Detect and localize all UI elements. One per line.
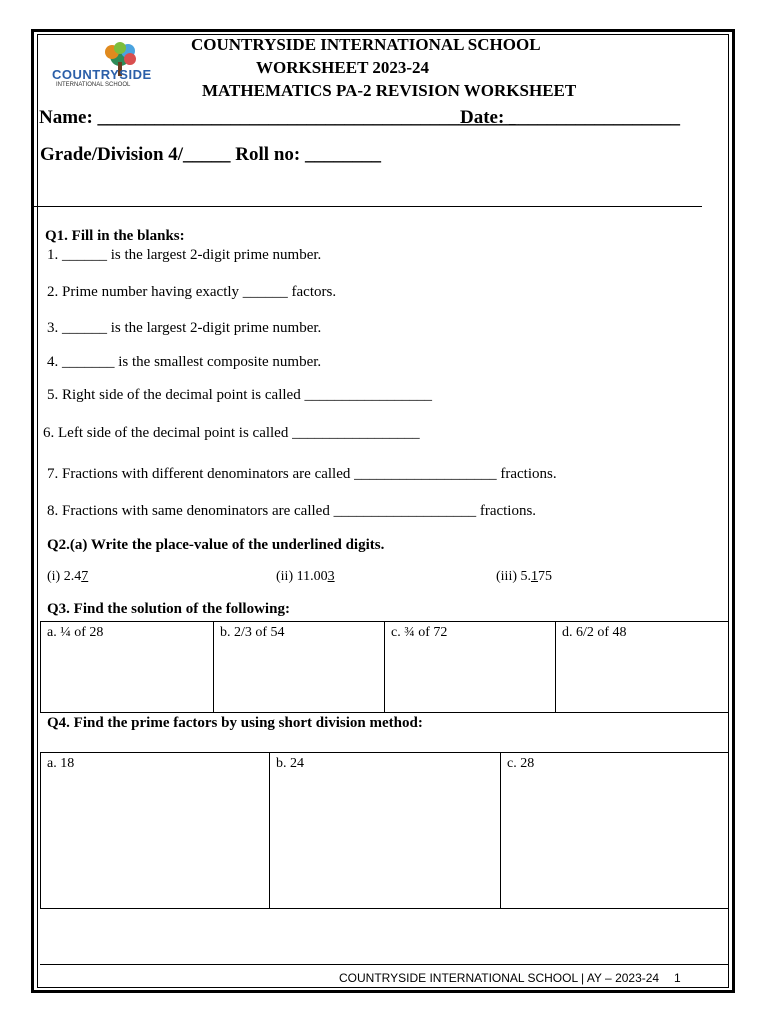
q3-cell-a: a. ¼ of 28 xyxy=(41,622,214,713)
q4-answer-table xyxy=(40,752,729,909)
footer-text: COUNTRYSIDE INTERNATIONAL SCHOOL | AY – 2023-24 xyxy=(339,971,660,985)
footer-divider xyxy=(40,964,729,965)
q4-cell-a: a. 18 xyxy=(41,753,270,909)
q3-answer-table xyxy=(40,621,729,713)
q1-item: 8. Fractions with same denominators are called ___________________ fractions. xyxy=(47,503,537,519)
q4-title: Q4. Find the prime factors by using short division method: xyxy=(47,715,423,731)
q2-number: (iii) 5. xyxy=(496,569,531,584)
q1-item: 6. Left side of the decimal point is called _________________ xyxy=(43,425,420,441)
q1-item: 5. Right side of the decimal point is called _________________ xyxy=(47,387,432,403)
q1-item: 7. Fractions with different denominators are called ___________________ fractions. xyxy=(47,466,557,482)
grade-roll-field: Grade/Division 4/_____ Roll no: ________ xyxy=(40,144,381,165)
q2-number: (i) 2.4 xyxy=(47,569,82,584)
q1-title: Q1. Fill in the blanks: xyxy=(45,228,185,244)
date-field: Date: __________________ xyxy=(460,107,681,128)
q2-title: Q2.(a) Write the place-value of the underlined digits. xyxy=(47,537,385,553)
q2-item-ii xyxy=(276,569,335,585)
q3-cell-d: d. 6/2 of 48 xyxy=(556,622,729,713)
q4-cell-c: c. 28 xyxy=(501,753,729,909)
logo-wordmark: COUNTRYSIDE xyxy=(52,67,152,82)
page-number: 1 xyxy=(674,971,681,985)
q2-number-rest: 75 xyxy=(538,569,552,584)
q3-cell-c: c. ¾ of 72 xyxy=(385,622,556,713)
underlined-digit: 1 xyxy=(531,569,538,584)
q2-number: (ii) 11.00 xyxy=(276,569,328,584)
q3-cell-b: b. 2/3 of 54 xyxy=(214,622,385,713)
logo-subtitle: INTERNATIONAL SCHOOL xyxy=(56,82,131,88)
subject-title: MATHEMATICS PA-2 REVISION WORKSHEET xyxy=(202,81,577,100)
school-logo xyxy=(50,42,160,94)
q1-item: 1. ______ is the largest 2-digit prime number. xyxy=(47,247,322,263)
underlined-digit: 3 xyxy=(327,569,335,584)
q3-title: Q3. Find the solution of the following: xyxy=(47,601,290,617)
header-divider xyxy=(31,206,702,207)
q2-item-iii xyxy=(496,569,552,585)
name-field: Name: ____________________________________________ xyxy=(39,107,516,128)
q2-item-i xyxy=(47,569,88,585)
q1-item: 4. _______ is the smallest composite number. xyxy=(47,354,322,370)
worksheet-title: WORKSHEET 2023-24 xyxy=(256,58,430,77)
school-title: COUNTRYSIDE INTERNATIONAL SCHOOL xyxy=(191,35,541,54)
q4-cell-b: b. 24 xyxy=(270,753,501,909)
q1-item: 3. ______ is the largest 2-digit prime number. xyxy=(47,320,322,336)
q1-item: 2. Prime number having exactly ______ factors. xyxy=(47,284,337,300)
underlined-digit: 7 xyxy=(81,569,89,584)
